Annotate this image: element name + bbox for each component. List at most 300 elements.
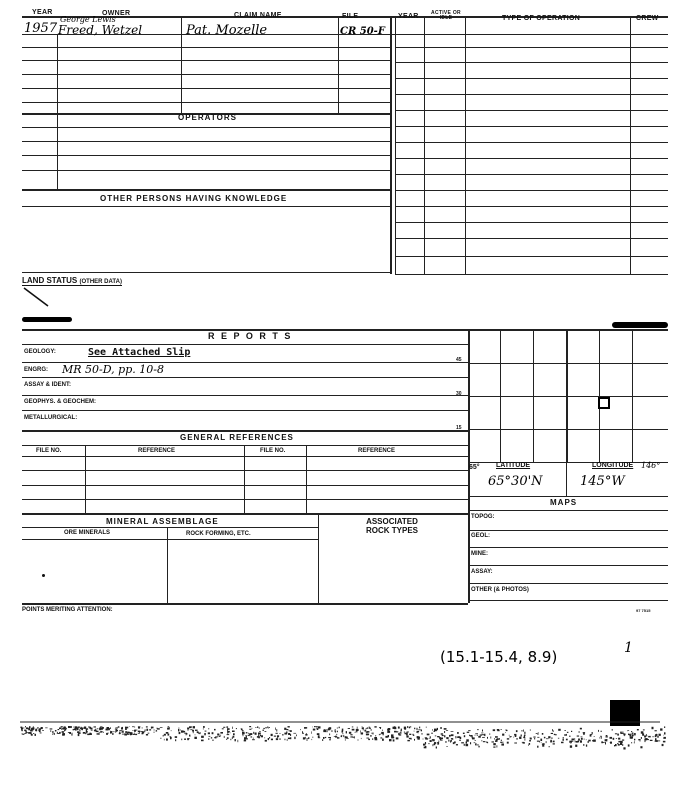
speckle	[244, 740, 246, 742]
speckle	[190, 727, 192, 728]
col-line	[566, 462, 567, 496]
col-line	[424, 16, 425, 274]
speckle	[342, 731, 344, 733]
speckle	[209, 736, 211, 737]
coordinates-note: (15.1-15.4, 8.9)	[440, 648, 558, 666]
speckle	[399, 734, 401, 735]
speckle	[316, 726, 318, 727]
speckle	[356, 731, 358, 732]
speckle	[175, 739, 176, 741]
speckle	[155, 731, 157, 732]
entry-owner-line2: Freed, Wetzel	[58, 23, 143, 37]
speckle	[601, 731, 602, 732]
speckle	[451, 738, 453, 739]
speckle	[365, 730, 366, 731]
speckle	[658, 741, 661, 742]
speckle	[615, 744, 617, 746]
speckle	[452, 739, 453, 740]
speckle	[440, 727, 442, 729]
land-status-sub: (OTHER DATA)	[79, 279, 122, 285]
speckle	[475, 735, 476, 736]
speckle	[285, 739, 286, 741]
speckle	[546, 738, 549, 739]
row-line	[468, 600, 668, 601]
speckle	[65, 729, 66, 731]
speckle	[653, 736, 654, 737]
speckle	[407, 726, 408, 728]
speckle	[407, 732, 409, 733]
speckle	[497, 730, 499, 731]
speckle	[439, 741, 440, 743]
speckle	[455, 736, 456, 738]
speckle	[312, 739, 313, 740]
speckle	[380, 734, 381, 735]
speckle	[227, 728, 230, 730]
speckle	[252, 739, 255, 740]
maps-heading: MAPS	[550, 498, 578, 507]
speckle	[374, 726, 376, 727]
speckle	[151, 727, 152, 729]
speckle	[489, 734, 490, 735]
other-persons-heading: OTHER PERSONS HAVING KNOWLEDGE	[100, 194, 288, 203]
speckle	[135, 734, 137, 735]
speckle	[255, 733, 257, 735]
header-owner: OWNER	[102, 10, 131, 17]
speckle	[368, 739, 370, 740]
speckle	[217, 734, 219, 736]
speckle	[290, 737, 291, 739]
speckle	[530, 738, 531, 740]
longitude-degree: 146°	[641, 461, 661, 470]
speckle	[583, 744, 584, 746]
speckle	[514, 743, 517, 744]
speckle	[646, 739, 649, 740]
speckle	[477, 744, 478, 745]
speckle	[354, 736, 355, 738]
speckle	[634, 741, 635, 742]
speckle	[590, 734, 592, 736]
speckle	[214, 729, 216, 731]
col-line	[244, 445, 245, 513]
speckle	[478, 746, 479, 748]
speckle	[296, 735, 297, 737]
row-line	[22, 155, 392, 156]
speckle	[470, 742, 471, 744]
speckle	[451, 740, 452, 742]
speckle	[496, 739, 498, 741]
speckle	[83, 732, 86, 734]
speckle	[279, 739, 281, 740]
speckle	[259, 728, 260, 729]
speckle	[89, 727, 91, 729]
speckle	[660, 728, 662, 730]
speckle	[642, 734, 644, 736]
speckle	[632, 733, 633, 735]
speckle	[101, 732, 103, 733]
speckle	[42, 730, 44, 731]
row-line	[395, 256, 668, 257]
speckle	[563, 737, 564, 739]
row-line	[395, 190, 668, 191]
speckle	[581, 738, 583, 740]
speckle	[434, 731, 436, 732]
speckle	[575, 738, 576, 740]
speckle	[594, 736, 595, 737]
speckle	[286, 729, 288, 730]
speckle	[570, 743, 571, 744]
speckle	[529, 743, 530, 745]
speckle	[97, 728, 99, 729]
row-line	[22, 377, 468, 378]
speckle	[40, 733, 42, 734]
check-mark-icon	[22, 286, 52, 308]
row-line	[22, 456, 468, 457]
row-line	[22, 102, 392, 103]
speckle	[664, 732, 666, 734]
speckle	[387, 731, 390, 733]
speckle	[119, 730, 122, 731]
speckle	[380, 727, 381, 729]
speckle	[537, 741, 540, 742]
speckle	[171, 730, 172, 731]
col-line	[630, 16, 631, 274]
speckle	[566, 739, 568, 741]
row-line	[468, 583, 668, 584]
speckle	[64, 730, 65, 732]
speckle	[164, 739, 165, 741]
speckle	[146, 734, 148, 736]
speckle	[503, 742, 504, 743]
geology-value: See Attached Slip	[88, 347, 191, 358]
speckle	[331, 730, 332, 732]
speckle	[475, 733, 478, 734]
speckle	[435, 736, 437, 737]
speckle	[212, 740, 214, 741]
speckle	[74, 727, 75, 728]
row-line	[22, 60, 392, 61]
speckle	[470, 735, 473, 737]
speckle	[493, 743, 496, 745]
speckle	[94, 730, 96, 732]
speckle	[184, 733, 187, 734]
speckle	[187, 728, 189, 730]
speckle	[457, 732, 459, 734]
speckle	[110, 727, 111, 728]
speckle	[76, 728, 78, 729]
form-number: 97 7515	[636, 608, 651, 613]
header-year: YEAR	[32, 9, 53, 16]
speckle	[236, 728, 237, 729]
col-line	[57, 34, 58, 189]
speckle	[326, 730, 328, 731]
speckle	[606, 735, 608, 736]
land-status-heading	[22, 276, 122, 286]
row-line	[468, 496, 668, 497]
speckle	[475, 740, 476, 741]
speckle	[26, 727, 28, 729]
speckle	[305, 727, 308, 728]
speckle	[250, 733, 252, 735]
row-line	[22, 74, 392, 75]
speckle	[188, 738, 190, 739]
speckle	[294, 737, 295, 739]
speckle	[50, 731, 51, 732]
speckle	[204, 733, 206, 735]
speckle	[627, 731, 628, 732]
speckle	[394, 737, 395, 738]
speckle	[430, 736, 431, 738]
speckle	[241, 729, 243, 731]
row-line	[468, 530, 668, 531]
longitude-value: 145°W	[580, 474, 625, 489]
speckle	[634, 733, 636, 735]
speckle	[50, 728, 53, 729]
speckle	[477, 735, 478, 736]
speckle	[621, 733, 624, 734]
speckle	[31, 734, 33, 736]
speckle	[644, 735, 646, 737]
speckle	[214, 737, 216, 738]
speckle	[211, 737, 212, 738]
speckle	[482, 730, 483, 732]
speckle	[360, 730, 361, 732]
speckle	[24, 733, 26, 734]
speckle	[305, 737, 306, 739]
speckle	[490, 737, 491, 739]
speckle	[519, 737, 520, 738]
row-line	[395, 174, 668, 175]
speckle	[641, 737, 642, 739]
speckle	[307, 739, 308, 740]
speckle	[542, 744, 544, 746]
section-rule	[22, 430, 468, 432]
speckle	[323, 737, 325, 739]
grid-line	[468, 363, 668, 364]
speckle	[227, 737, 229, 739]
speckle	[618, 744, 620, 746]
speckle	[350, 736, 353, 737]
speckle	[624, 736, 625, 737]
speckle	[371, 733, 372, 734]
speckle	[355, 732, 356, 733]
row-line	[22, 470, 468, 471]
speckle	[440, 738, 441, 739]
speckle	[242, 730, 244, 731]
grid-line	[468, 396, 668, 397]
speckle	[361, 732, 363, 733]
speckle	[464, 735, 465, 737]
speckle	[347, 738, 348, 739]
speckle	[220, 735, 222, 736]
speckle	[501, 740, 502, 741]
speckle	[265, 731, 267, 732]
speckle	[63, 733, 65, 735]
speckle	[418, 729, 420, 730]
speckle	[322, 739, 323, 741]
speckle	[562, 740, 564, 741]
speckle	[35, 729, 37, 731]
speckle	[346, 731, 347, 733]
speckle	[586, 745, 587, 747]
speckle	[510, 736, 512, 737]
ore-minerals-header: ORE MINERALS	[64, 530, 111, 536]
speckle	[58, 729, 60, 730]
col-line	[306, 445, 307, 513]
speckle	[558, 738, 559, 739]
speckle	[561, 742, 564, 744]
speckle	[655, 730, 657, 731]
speckle	[138, 731, 141, 733]
maps-mine-label: MINE:	[471, 551, 488, 557]
speckle	[317, 733, 320, 735]
speckle	[396, 731, 399, 732]
speckle	[288, 738, 290, 740]
speckle	[335, 729, 336, 730]
speckle	[311, 731, 312, 733]
speckle	[258, 734, 259, 736]
speckle	[194, 737, 197, 739]
speckle	[115, 730, 117, 731]
speckle	[492, 741, 495, 742]
speckle	[31, 728, 32, 729]
speckle	[497, 729, 500, 731]
speckle	[175, 736, 177, 738]
speckle	[481, 733, 483, 734]
speckle	[634, 742, 635, 744]
speckle	[245, 735, 247, 736]
col-line	[85, 445, 86, 513]
speckle	[153, 732, 154, 733]
col-line	[318, 513, 319, 603]
speckle	[580, 728, 582, 730]
speckle	[168, 734, 170, 736]
speckle	[652, 727, 654, 729]
speckle	[414, 739, 415, 741]
speckle	[430, 740, 432, 742]
speckle	[130, 733, 132, 735]
speckle	[244, 739, 245, 740]
speckle	[342, 733, 343, 734]
speckle	[372, 738, 373, 739]
entry-owner-line1: George Lewis	[60, 15, 116, 24]
speckle	[612, 729, 613, 731]
speckle	[235, 739, 236, 741]
speckle	[425, 742, 426, 744]
header-claim-name: CLAIM NAME	[234, 12, 282, 19]
speckle	[230, 739, 231, 740]
speckle	[613, 738, 615, 740]
speckle	[369, 727, 371, 728]
speckle	[85, 733, 86, 734]
row-line	[395, 47, 668, 48]
speckle	[248, 733, 249, 734]
speckle	[133, 734, 136, 735]
speckle	[98, 733, 100, 735]
speckle	[203, 728, 204, 729]
speckle	[347, 737, 348, 738]
speckle	[524, 736, 525, 738]
speckle	[615, 733, 617, 734]
speckle	[352, 727, 354, 728]
speckle	[522, 742, 524, 743]
speckle	[39, 728, 41, 730]
speckle	[73, 729, 74, 730]
speckle	[178, 729, 179, 731]
speckle	[628, 730, 629, 731]
speckle	[261, 735, 263, 737]
speckle	[624, 734, 626, 735]
speckle	[454, 741, 456, 743]
speckle	[400, 732, 401, 734]
speckle	[551, 738, 553, 739]
speckle	[193, 726, 195, 728]
speckle	[230, 733, 231, 734]
row-line	[395, 206, 668, 207]
speckle	[94, 726, 97, 727]
speckle	[106, 729, 108, 731]
col-line	[395, 16, 396, 274]
speckle	[586, 740, 587, 741]
speckle	[580, 740, 582, 742]
speckle	[286, 731, 287, 733]
speckle	[70, 726, 72, 728]
speckle	[605, 742, 606, 744]
speckle	[447, 746, 448, 747]
speckle	[502, 734, 504, 736]
speckle	[341, 736, 342, 738]
speckle	[227, 733, 228, 734]
speckle	[388, 735, 389, 737]
speckle	[128, 732, 130, 733]
speckle	[180, 729, 181, 730]
speckle	[108, 733, 109, 734]
speckle	[631, 731, 632, 732]
speckle	[441, 733, 443, 734]
speckle	[122, 731, 124, 732]
speckle	[614, 745, 615, 746]
speckle	[253, 732, 254, 734]
speckle	[657, 736, 658, 738]
speckle	[553, 743, 555, 744]
speckle	[106, 733, 107, 735]
header-crew: CREW	[636, 15, 659, 22]
speckle	[393, 739, 395, 741]
speckle	[578, 739, 580, 741]
speckle	[339, 727, 340, 729]
speckle	[622, 740, 624, 741]
speckle	[91, 730, 93, 731]
col-line	[167, 527, 168, 603]
reports-heading: R E P O R T S	[208, 331, 293, 341]
ink-bar	[22, 317, 72, 322]
speckle	[134, 730, 136, 732]
speckle	[634, 739, 635, 741]
speckle	[148, 733, 150, 734]
speckle	[495, 741, 498, 742]
speckle	[115, 728, 118, 729]
speckle	[87, 731, 88, 732]
speckle	[226, 726, 228, 727]
speckle	[56, 730, 57, 731]
speckle	[553, 741, 555, 743]
speckle	[134, 727, 135, 728]
speckle	[86, 728, 88, 729]
speckle	[146, 729, 148, 731]
speckle	[284, 728, 286, 730]
speckle	[367, 727, 368, 728]
speckle	[569, 736, 571, 737]
lat-tick-15: 15	[456, 425, 462, 431]
